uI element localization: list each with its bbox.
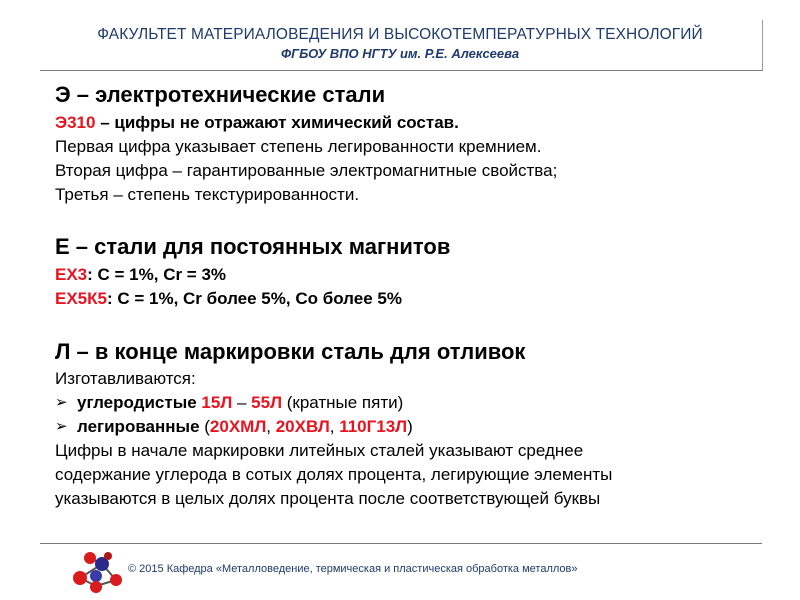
arrow-bullet-icon: ➢ xyxy=(55,394,68,411)
faculty-title: ФАКУЛЬТЕТ МАТЕРИАЛОВЕДЕНИЯ И ВЫСОКОТЕМПЕРАТУРНЫХ ТЕХНОЛОГИЙ xyxy=(97,26,703,43)
composition: : С = 1%, Cr более 5%, Со более 5% xyxy=(106,289,402,308)
steel-mark: Э310 xyxy=(55,113,96,132)
header-vertical-rule xyxy=(762,20,763,71)
section-heading-magnets: Е – стали для постоянных магнитов xyxy=(55,234,451,259)
electrical-mark-line xyxy=(55,113,459,133)
footer-copyright: © 2015 Кафедра «Металловедение, термическая и пластическая обработка металлов» xyxy=(128,563,578,575)
text-line: Изготавливаются: xyxy=(55,369,196,388)
steel-mark: 20ХВЛ xyxy=(275,417,330,436)
steel-mark: 110Г13Л xyxy=(339,417,408,436)
steel-mark: ЕХ3 xyxy=(55,265,88,284)
footer-rule xyxy=(40,543,762,544)
paren: ( xyxy=(199,417,210,436)
text-line: Цифры в начале маркировки литейных сталей указывают среднее xyxy=(55,441,584,460)
paren: ) xyxy=(407,417,413,436)
bullet-label: углеродистые xyxy=(77,393,202,412)
steel-mark: ЕХ5К5 xyxy=(55,289,107,308)
steel-mark: 15Л xyxy=(201,393,233,412)
text-line: Первая цифра указывает степень легированности кремнием. xyxy=(55,137,542,156)
arrow-bullet-icon: ➢ xyxy=(55,418,68,435)
molecule-logo-icon xyxy=(66,546,126,596)
section-heading-electrical: Э – электротехнические стали xyxy=(55,82,386,107)
university-subtitle: ФГБОУ ВПО НГТУ им. Р.Е. Алексеева xyxy=(280,46,520,61)
steel-mark: 55Л xyxy=(251,393,282,412)
text-line: указываются в целых долях процента после соответствующей буквы xyxy=(55,489,601,508)
separator: , xyxy=(329,417,340,436)
bullet-label: легированные xyxy=(77,417,200,436)
steel-mark: 20ХМЛ xyxy=(209,417,267,436)
magnet-example-2 xyxy=(55,289,402,309)
magnet-example-1 xyxy=(55,265,226,285)
dash: – xyxy=(232,393,252,412)
composition: : С = 1%, Cr = 3% xyxy=(87,265,227,284)
separator: , xyxy=(266,417,276,436)
text-line: Вторая цифра – гарантированные электромагнитные свойства; xyxy=(55,161,558,180)
header-rule xyxy=(40,70,762,71)
text-line: содержание углерода в сотых долях процента, легирующие элементы xyxy=(55,465,613,484)
bullet-note: (кратные пяти) xyxy=(282,393,404,412)
section-heading-castings: Л – в конце маркировки сталь для отливок xyxy=(55,339,526,364)
mark-note: – цифры не отражают химический состав. xyxy=(95,113,459,132)
text-line: Третья – степень текстурированности. xyxy=(55,185,360,204)
slide-header xyxy=(0,0,800,70)
